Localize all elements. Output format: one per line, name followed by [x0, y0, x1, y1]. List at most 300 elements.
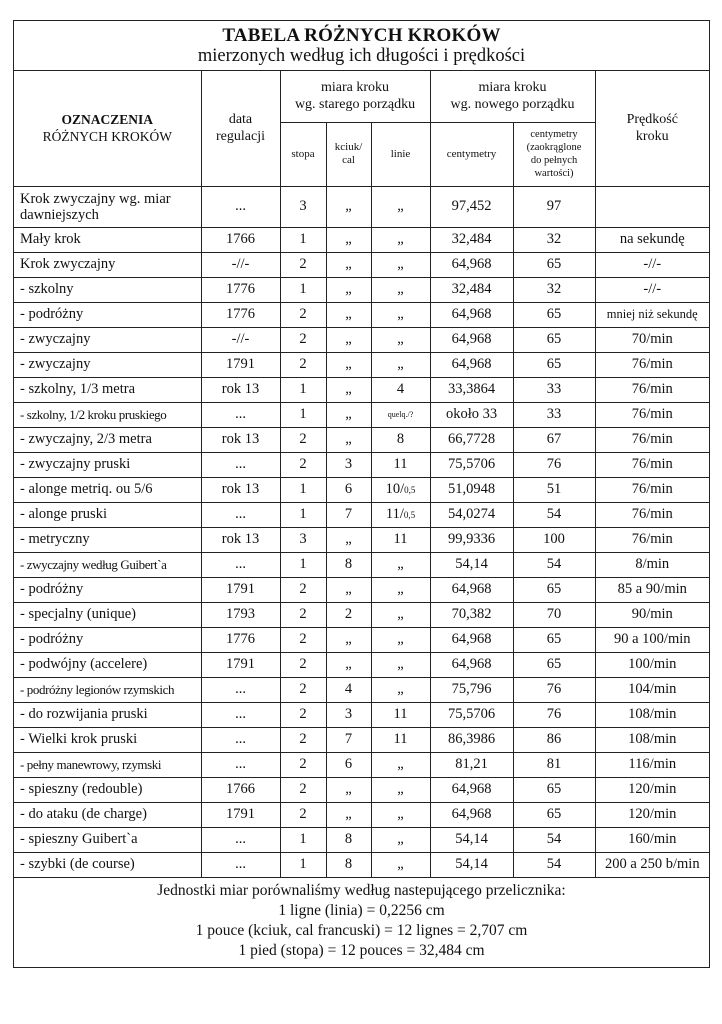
- table-row: [14, 802, 709, 827]
- centymetry-rounded-cell-text: 32: [546, 231, 562, 247]
- centymetry-rounded-cell-text: 32: [546, 281, 562, 297]
- date-cell-text: rok 13: [221, 481, 260, 497]
- speed-cell: [595, 727, 709, 752]
- date-cell: [201, 302, 280, 327]
- step-name-cell-text: - zwyczajny: [20, 356, 91, 372]
- kciuk-cell: [326, 427, 371, 452]
- date-cell-text: 1766: [226, 781, 255, 797]
- linie-cell: [371, 752, 430, 777]
- stopa-cell: [280, 327, 326, 352]
- stopa-cell-text: 1: [299, 381, 307, 397]
- speed-cell: [595, 827, 709, 852]
- centymetry-rounded-cell-text: 65: [546, 306, 562, 322]
- stopa-cell-text: 1: [299, 831, 307, 847]
- date-cell: [201, 677, 280, 702]
- header-old-line2: wg. starego porządku: [294, 96, 416, 112]
- centymetry-cell: [430, 777, 513, 802]
- date-cell: [201, 227, 280, 252]
- speed-cell-text: 120/min: [628, 781, 677, 797]
- step-name-cell: [14, 777, 201, 802]
- centymetry-cell: [430, 577, 513, 602]
- date-cell-text: ...: [235, 506, 246, 522]
- kciuk-cell-text: 8: [344, 856, 353, 872]
- date-cell: [201, 527, 280, 552]
- step-name-cell-text: - szkolny: [20, 281, 74, 297]
- linie-fraction-text: 0,5: [403, 510, 416, 520]
- table-row: [14, 502, 709, 527]
- step-name-cell: [14, 752, 201, 777]
- linie-cell-text: „: [397, 231, 404, 247]
- kciuk-cell: [326, 777, 371, 802]
- header-cm-round-line1: centymetry: [530, 129, 578, 140]
- header-new-measure: [430, 70, 595, 122]
- date-cell-text: ...: [235, 731, 246, 747]
- centymetry-rounded-cell-text: 76: [546, 706, 562, 722]
- step-name-cell: [14, 502, 201, 527]
- kciuk-cell: [326, 477, 371, 502]
- step-name-cell-text: - specjalny (unique): [20, 606, 136, 622]
- centymetry-cell: [430, 302, 513, 327]
- stopa-cell-text: 2: [299, 581, 307, 597]
- centymetry-rounded-cell-text: 81: [546, 756, 562, 772]
- centymetry-rounded-cell: [513, 402, 595, 427]
- kciuk-cell: [326, 852, 371, 877]
- linie-cell: [371, 402, 430, 427]
- centymetry-cell: [430, 186, 513, 227]
- table-row: [14, 552, 709, 577]
- kciuk-cell-text: „: [345, 631, 352, 647]
- stopa-cell-text: 1: [299, 856, 307, 872]
- kciuk-cell: [326, 252, 371, 277]
- stopa-cell: [280, 602, 326, 627]
- centymetry-rounded-cell: [513, 652, 595, 677]
- stopa-cell-text: 3: [299, 531, 307, 547]
- linie-cell-text: 11: [393, 456, 408, 472]
- centymetry-rounded-cell-text: 65: [546, 581, 562, 597]
- speed-cell-text: 76/min: [631, 406, 673, 422]
- stopa-cell-text: 1: [299, 556, 307, 572]
- linie-cell-text: quelq./?: [387, 410, 414, 419]
- centymetry-cell-text: 70,382: [451, 606, 492, 622]
- speed-cell: [595, 702, 709, 727]
- kciuk-cell-text: „: [345, 431, 352, 447]
- date-cell: [201, 552, 280, 577]
- speed-cell: [595, 402, 709, 427]
- kciuk-cell: [326, 602, 371, 627]
- step-name-cell: [14, 677, 201, 702]
- speed-cell: [595, 302, 709, 327]
- linie-cell: [371, 227, 430, 252]
- centymetry-rounded-cell-text: 70: [546, 606, 562, 622]
- centymetry-rounded-cell-text: 65: [546, 256, 562, 272]
- centymetry-cell-text: 64,968: [451, 331, 492, 347]
- stopa-cell-text: 1: [299, 406, 307, 422]
- centymetry-rounded-cell: [513, 227, 595, 252]
- kciuk-cell-text: „: [345, 806, 352, 822]
- header-old-measure: [280, 70, 430, 122]
- speed-cell-text: 116/min: [628, 756, 677, 772]
- linie-cell-text: „: [397, 306, 404, 322]
- step-name-cell-text: - zwyczajny według Guibert`a: [20, 556, 167, 572]
- kciuk-cell-text: 3: [344, 456, 353, 472]
- stopa-cell-text: 2: [299, 606, 307, 622]
- table-header: [14, 70, 709, 186]
- speed-cell: [595, 602, 709, 627]
- step-name-cell-text: - spieszny Guibert`a: [20, 831, 138, 847]
- centymetry-rounded-cell: [513, 852, 595, 877]
- kciuk-cell: [326, 377, 371, 402]
- linie-cell: [371, 302, 430, 327]
- linie-cell: [371, 427, 430, 452]
- linie-cell-text: „: [397, 631, 404, 647]
- speed-cell: [595, 552, 709, 577]
- centymetry-cell-text: 64,968: [451, 581, 492, 597]
- date-cell: [201, 402, 280, 427]
- date-cell-text: ...: [235, 456, 246, 472]
- date-cell: [201, 652, 280, 677]
- table-row: [14, 852, 709, 877]
- centymetry-cell: [430, 602, 513, 627]
- date-cell: [201, 577, 280, 602]
- footer-line-3: 1 pouce (kciuk, cal francuski) = 12 lignes = 2,707 cm: [195, 922, 528, 939]
- kciuk-cell-text: „: [345, 381, 352, 397]
- header-date-line1: data: [228, 111, 253, 127]
- centymetry-cell: [430, 527, 513, 552]
- centymetry-rounded-cell: [513, 452, 595, 477]
- centymetry-cell: [430, 327, 513, 352]
- speed-cell-text: 160/min: [628, 831, 677, 847]
- step-name-cell: [14, 402, 201, 427]
- header-kciuk-line2: cal: [342, 154, 355, 166]
- linie-cell-text: 11: [393, 731, 408, 747]
- centymetry-rounded-cell: [513, 702, 595, 727]
- header-date: [201, 70, 280, 186]
- header-name-line1: OZNACZENIA: [61, 111, 153, 127]
- kciuk-cell: [326, 727, 371, 752]
- table-row: [14, 452, 709, 477]
- step-name-cell: [14, 627, 201, 652]
- centymetry-rounded-cell: [513, 327, 595, 352]
- date-cell: [201, 727, 280, 752]
- stopa-cell: [280, 252, 326, 277]
- linie-cell-text: „: [397, 581, 404, 597]
- linie-cell-text: „: [397, 831, 404, 847]
- step-name-cell-text: - zwyczajny: [20, 331, 91, 347]
- speed-cell: [595, 227, 709, 252]
- date-cell: [201, 277, 280, 302]
- linie-cell: [371, 627, 430, 652]
- speed-cell: [595, 327, 709, 352]
- date-cell-text: ...: [235, 831, 246, 847]
- stopa-cell-text: 2: [299, 431, 307, 447]
- centymetry-rounded-cell-text: 65: [546, 656, 562, 672]
- stopa-cell: [280, 677, 326, 702]
- centymetry-rounded-cell-text: 33: [546, 381, 562, 397]
- linie-cell-text: „: [397, 356, 404, 372]
- linie-cell-text: 10/: [385, 481, 405, 497]
- speed-cell-text: mniej niż sekundę: [606, 307, 698, 321]
- centymetry-rounded-cell: [513, 277, 595, 302]
- step-name-cell: [14, 427, 201, 452]
- speed-cell-text: 76/min: [631, 456, 673, 472]
- kciuk-cell-text: 8: [344, 831, 353, 847]
- date-cell-text: ...: [235, 556, 246, 572]
- kciuk-cell: [326, 227, 371, 252]
- table-row: [14, 702, 709, 727]
- centymetry-cell: [430, 402, 513, 427]
- speed-cell: [595, 252, 709, 277]
- centymetry-rounded-cell-text: 97: [546, 198, 562, 214]
- header-centymetry: centymetry: [430, 122, 513, 186]
- conversion-footer: [14, 881, 709, 961]
- step-name-cell-text: - do ataku (de charge): [20, 806, 147, 822]
- table-row: [14, 302, 709, 327]
- speed-cell: [595, 427, 709, 452]
- centymetry-cell: [430, 377, 513, 402]
- centymetry-rounded-cell-text: 51: [546, 481, 562, 497]
- kciuk-cell-text: 8: [344, 556, 353, 572]
- centymetry-cell-text: 64,968: [451, 306, 492, 322]
- date-cell: [201, 452, 280, 477]
- table-row: [14, 727, 709, 752]
- speed-cell-text: 85 a 90/min: [617, 581, 687, 597]
- linie-cell-text: „: [397, 856, 404, 872]
- centymetry-cell: [430, 427, 513, 452]
- centymetry-cell: [430, 277, 513, 302]
- step-name-cell-text: - podróżny: [20, 631, 84, 647]
- centymetry-cell-text: 54,14: [455, 831, 488, 847]
- centymetry-cell-text: 64,968: [451, 631, 492, 647]
- step-name-cell: [14, 277, 201, 302]
- step-name-cell: [14, 652, 201, 677]
- linie-cell: [371, 452, 430, 477]
- stopa-cell-text: 2: [299, 681, 307, 697]
- speed-cell-text: 100/min: [628, 656, 677, 672]
- step-name-cell: [14, 327, 201, 352]
- centymetry-rounded-cell: [513, 577, 595, 602]
- header-stopa: stopa: [280, 122, 326, 186]
- stopa-cell: [280, 627, 326, 652]
- kciuk-cell: [326, 352, 371, 377]
- kciuk-cell-text: 3: [344, 706, 353, 722]
- speed-cell-text: 120/min: [628, 806, 677, 822]
- stopa-cell: [280, 577, 326, 602]
- table-row: [14, 227, 709, 252]
- date-cell-text: -//-: [231, 331, 250, 347]
- stopa-cell-text: 2: [299, 781, 307, 797]
- linie-cell-text: „: [397, 681, 404, 697]
- linie-cell: [371, 527, 430, 552]
- date-cell-text: 1791: [226, 656, 255, 672]
- linie-cell: [371, 652, 430, 677]
- table-row: [14, 827, 709, 852]
- date-cell-text: rok 13: [221, 531, 260, 547]
- kciuk-cell: [326, 752, 371, 777]
- date-cell: [201, 702, 280, 727]
- kciuk-cell-text: „: [345, 406, 352, 422]
- centymetry-rounded-cell: [513, 677, 595, 702]
- speed-cell: [595, 277, 709, 302]
- speed-cell-text: 104/min: [628, 681, 677, 697]
- stopa-cell: [280, 727, 326, 752]
- table-row: [14, 602, 709, 627]
- speed-cell-text: 76/min: [631, 506, 673, 522]
- step-name-cell: [14, 227, 201, 252]
- stopa-cell-text: 1: [299, 231, 307, 247]
- centymetry-cell-text: 75,5706: [447, 456, 496, 472]
- centymetry-rounded-cell: [513, 777, 595, 802]
- centymetry-rounded-cell: [513, 302, 595, 327]
- speed-cell: [595, 352, 709, 377]
- centymetry-cell-text: 64,968: [451, 256, 492, 272]
- date-cell-text: ...: [235, 756, 246, 772]
- stopa-cell: [280, 427, 326, 452]
- linie-cell-text: 11: [393, 531, 408, 547]
- stopa-cell-text: 2: [299, 256, 307, 272]
- centymetry-cell: [430, 477, 513, 502]
- linie-cell-text: „: [397, 606, 404, 622]
- linie-cell-text: 11/: [385, 506, 404, 522]
- step-name-cell-text: - metryczny: [20, 531, 90, 547]
- kciuk-cell: [326, 186, 371, 227]
- header-name-line2: RÓŻNYCH KROKÓW: [42, 128, 172, 144]
- centymetry-cell-text: 97,452: [451, 198, 492, 214]
- linie-cell: [371, 552, 430, 577]
- stopa-cell-text: 2: [299, 356, 307, 372]
- header-new-line2: wg. nowego porządku: [450, 96, 575, 112]
- centymetry-cell-text: 32,484: [451, 231, 492, 247]
- centymetry-rounded-cell-text: 65: [546, 331, 562, 347]
- table-body: [14, 186, 709, 877]
- speed-cell-text: 90 a 100/min: [614, 631, 691, 647]
- kciuk-cell: [326, 502, 371, 527]
- step-name-cell-text: - alonge metriq. ou 5/6: [20, 481, 153, 497]
- centymetry-cell: [430, 502, 513, 527]
- centymetry-rounded-cell-text: 65: [546, 631, 562, 647]
- centymetry-cell-text: 33,3864: [447, 381, 496, 397]
- linie-cell-text: „: [397, 556, 404, 572]
- speed-cell-text: 70/min: [631, 331, 673, 347]
- linie-cell: [371, 677, 430, 702]
- kciuk-cell-text: „: [345, 331, 352, 347]
- centymetry-cell-text: 64,968: [451, 806, 492, 822]
- centymetry-cell: [430, 652, 513, 677]
- stopa-cell-text: 1: [299, 506, 307, 522]
- header-speed-line1: Prędkość: [626, 111, 678, 127]
- kciuk-cell: [326, 702, 371, 727]
- centymetry-cell-text: 81,21: [455, 756, 488, 772]
- kciuk-cell: [326, 577, 371, 602]
- stopa-cell: [280, 377, 326, 402]
- date-cell: [201, 352, 280, 377]
- speed-cell: [595, 477, 709, 502]
- centymetry-cell: [430, 352, 513, 377]
- linie-cell-text: „: [397, 806, 404, 822]
- linie-cell: [371, 777, 430, 802]
- stopa-cell: [280, 452, 326, 477]
- step-name-cell-text: - podróżny legionów rzymskich: [20, 681, 175, 697]
- step-name-cell-text: - alonge pruski: [20, 506, 107, 522]
- centymetry-cell: [430, 452, 513, 477]
- kciuk-cell-text: 4: [344, 681, 353, 697]
- date-cell-text: 1791: [226, 806, 255, 822]
- kciuk-cell: [326, 327, 371, 352]
- centymetry-rounded-cell-text: 65: [546, 806, 562, 822]
- speed-cell: [595, 777, 709, 802]
- date-cell: [201, 502, 280, 527]
- date-cell: [201, 477, 280, 502]
- centymetry-rounded-cell: [513, 802, 595, 827]
- linie-cell-text: „: [397, 281, 404, 297]
- step-name-cell-text: Krok zwyczajny wg. miar dawniejszych: [20, 190, 171, 223]
- table-row: [14, 277, 709, 302]
- centymetry-rounded-cell: [513, 827, 595, 852]
- linie-cell: [371, 252, 430, 277]
- stopa-cell-text: 1: [299, 481, 307, 497]
- stopa-cell: [280, 752, 326, 777]
- stopa-cell: [280, 852, 326, 877]
- steps-table: [14, 70, 709, 878]
- centymetry-rounded-cell-text: 65: [546, 356, 562, 372]
- table-row: [14, 352, 709, 377]
- step-name-cell: [14, 802, 201, 827]
- centymetry-rounded-cell-text: 65: [546, 781, 562, 797]
- footer-line-1: Jednostki miar porównaliśmy według nastepującego przelicznika:: [157, 882, 566, 899]
- centymetry-cell: [430, 827, 513, 852]
- centymetry-rounded-cell-text: 54: [546, 831, 562, 847]
- centymetry-cell-text: 66,7728: [447, 431, 496, 447]
- centymetry-cell: [430, 252, 513, 277]
- centymetry-rounded-cell-text: 67: [546, 431, 562, 447]
- table-row: [14, 427, 709, 452]
- centymetry-cell-text: 64,968: [451, 356, 492, 372]
- stopa-cell: [280, 777, 326, 802]
- linie-fraction-text: 0,5: [404, 485, 416, 495]
- date-cell: [201, 427, 280, 452]
- footer-line-4: 1 pied (stopa) = 12 pouces = 32,484 cm: [238, 942, 485, 959]
- centymetry-rounded-cell-text: 33: [546, 406, 562, 422]
- kciuk-cell: [326, 627, 371, 652]
- linie-cell: [371, 802, 430, 827]
- linie-cell: [371, 577, 430, 602]
- kciuk-cell-text: „: [345, 198, 352, 214]
- centymetry-rounded-cell-text: 100: [543, 531, 565, 547]
- stopa-cell-text: 2: [299, 306, 307, 322]
- step-name-cell: [14, 577, 201, 602]
- kciuk-cell: [326, 277, 371, 302]
- step-name-cell: [14, 602, 201, 627]
- date-cell-text: ...: [235, 856, 246, 872]
- speed-cell-text: 200 a 250 b/min: [604, 856, 700, 872]
- centymetry-rounded-cell-text: 54: [546, 856, 562, 872]
- centymetry-cell-text: około 33: [445, 406, 498, 422]
- speed-cell-text: na sekundę: [619, 231, 685, 247]
- step-name-cell-text: Krok zwyczajny: [20, 256, 116, 272]
- stopa-cell: [280, 502, 326, 527]
- step-name-cell-text: - podróżny: [20, 306, 84, 322]
- speed-cell: [595, 652, 709, 677]
- centymetry-rounded-cell: [513, 252, 595, 277]
- linie-cell-text: „: [397, 331, 404, 347]
- table-row: [14, 752, 709, 777]
- stopa-cell-text: 2: [299, 331, 307, 347]
- kciuk-cell-text: „: [345, 531, 352, 547]
- date-cell: [201, 327, 280, 352]
- step-name-cell: [14, 352, 201, 377]
- stopa-cell-text: 2: [299, 756, 307, 772]
- centymetry-cell: [430, 702, 513, 727]
- centymetry-cell: [430, 677, 513, 702]
